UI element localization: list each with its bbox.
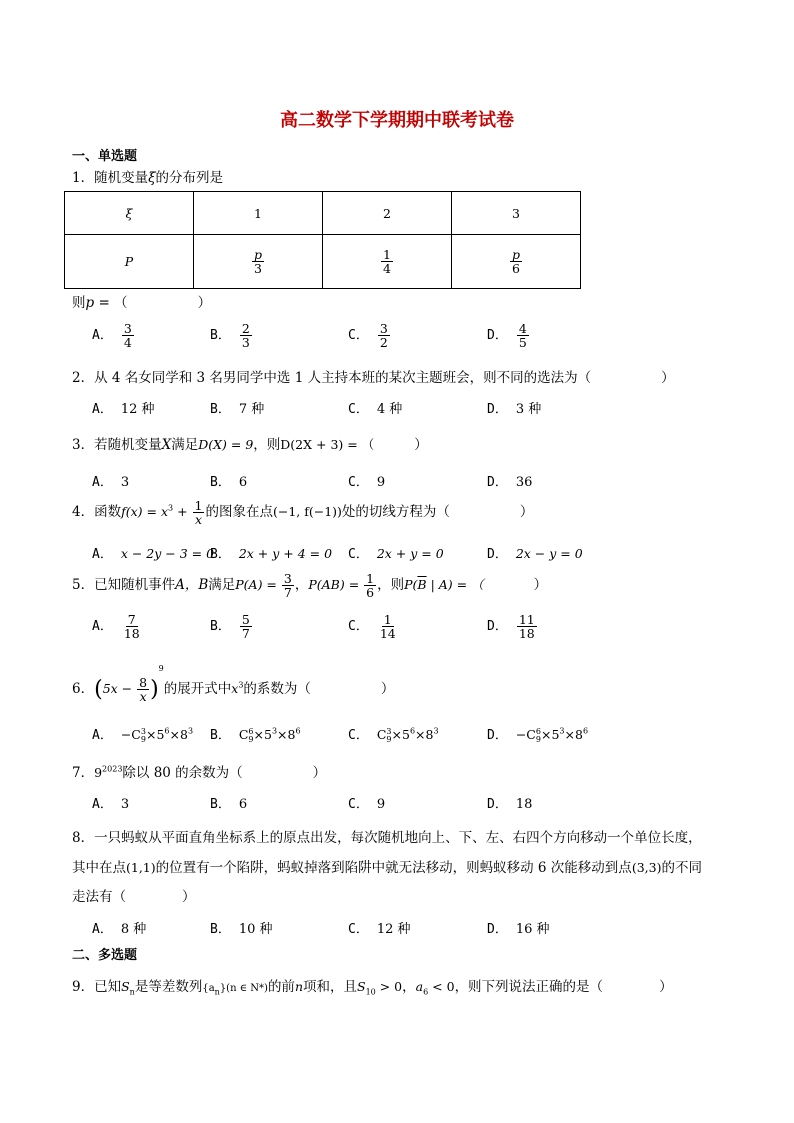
question-7-stem: 7．$9^{2023}$除以 80 的余数为（ ） [72,764,327,781]
option-c[interactable]: C． 9 [348,475,386,490]
option-b[interactable]: B． 7 种 [210,402,265,417]
option-a[interactable]: A． −C 3 9 $\times 5^6\times 8^3$ [92,726,194,744]
table-cell: 3 [452,192,581,235]
page-title: 高二数学下学期期中联考试卷 [280,110,514,131]
question-8-line-3: 走法有（ ） [72,889,196,905]
variable: ξ [148,170,156,186]
table-row [65,192,581,235]
option-d[interactable]: D． −C 6 9 $\times 5^3\times 8^6$ [487,726,589,744]
table-cell [452,235,581,289]
option-d[interactable]: D． 36 [487,475,533,490]
question-1-stem [72,166,223,186]
distribution-table [64,191,581,289]
option-a[interactable]: A． 3 [92,475,130,490]
option-c[interactable]: C． $\frac{1}{14}$ [348,612,396,642]
question-number: 1． [72,170,95,186]
question-2-stem: 2．从 4 名女同学和 3 名男同学中选 1 人主持本班的某次主题班会，则不同的选法为（ ） [72,370,675,386]
stem-text: 随机变量 [94,170,149,186]
option-b[interactable]: B． C 6 9 $\times 5^3\times 8^6$ [210,726,301,744]
option-d[interactable]: D． 2x − y = 0 [487,546,583,562]
fraction: $\frac{p}{6}$ [511,246,520,276]
question-8-line-1: 8．一只蚂蚁从平面直角坐标系上的原点出发，每次随机地向上、下、左、右四个方向移动一个单位长度， [72,830,702,846]
question-5-stem: 5．已知随机事件A，B满足P(A) = $\frac{3}{7}$ ，P(AB) = $\frac{1}{6}$ ，则$P(\overline{B}$ | A) = （ ） [72,571,548,601]
option-c[interactable]: C． 9 [348,797,386,812]
option-d[interactable]: D． 18 [487,797,533,812]
option-a[interactable]: A． 12 种 [92,402,155,417]
option-b[interactable]: B． 6 [210,797,248,812]
table-cell [194,235,323,289]
option-a[interactable]: A． 3 [92,797,130,812]
table-cell: P [65,235,194,289]
option-c[interactable]: C． 12 种 [348,922,411,937]
question-8-line-2: 其中在点(1,1)的位置有一个陷阱，蚂蚁掉落到陷阱中就无法移动，则蚂蚁移动 6 次能移动到点(3,3)的不同 [72,860,702,876]
question-4-stem: 4．函数$f(x) = x^3$ + $\frac{1}{x}$ 的图象在点(−1, f(−1))处的切线方程为（ ） [72,498,534,528]
option-b[interactable]: B． 10 种 [210,922,273,937]
stem-text: 的分布列是 [155,170,224,186]
option-d[interactable]: D． 3 种 [487,402,542,417]
table-cell: 1 [194,192,323,235]
section-heading-single-choice: 一、单选题 [72,149,138,164]
fraction: $\frac{1}{4}$ [383,246,391,276]
table-cell [323,235,452,289]
option-a[interactable]: A． $\frac{7}{18}$ [92,612,140,642]
section-heading-multi-choice: 二、多选题 [72,948,138,963]
fraction: $\frac{p}{3}$ [253,246,262,276]
option-a[interactable]: A． $\frac{3}{4}$ [92,321,132,351]
option-d[interactable]: D． $\frac{11}{18}$ [487,612,535,642]
option-c[interactable]: C． 4 种 [348,402,403,417]
option-b[interactable]: B． 2x + y + 4 = 0 [210,546,333,562]
option-a[interactable]: A． x − 2y − 3 = 0 [92,546,215,562]
question-6-stem: 6．(5x − $\frac{8}{x}$ )$^9$的展开式中$x^3$的系数为（ ） [72,664,395,704]
table-row [65,235,581,289]
option-b[interactable]: B． $\frac{5}{7}$ [210,612,250,642]
option-a[interactable]: A． 8 种 [92,922,147,937]
option-b[interactable]: B． 6 [210,475,248,490]
option-d[interactable]: D． $\frac{4}{5}$ [487,321,527,351]
question-1-ask: 则p = （ ） [72,295,212,311]
table-cell: 2 [323,192,452,235]
table-cell: ξ [65,192,194,235]
question-9-stem: 9．已知$S_n$是等差数列$\{a_n\}(n$ ∈ N*)的前n项和，且$S_{10} > 0$，$a_6 < 0$，则下列说法正确的是（ ） [72,979,673,997]
option-b[interactable]: B． $\frac{2}{3}$ [210,321,250,351]
option-c[interactable]: C． 2x + y = 0 [348,546,444,562]
option-d[interactable]: D． 16 种 [487,922,550,937]
option-c[interactable]: C． C 3 9 $\times 5^6\times 8^3$ [348,726,439,744]
option-c[interactable]: C． $\frac{3}{2}$ [348,321,388,351]
question-3-stem: 3．若随机变量X满足D(X) = 9，则D(2X + 3) = （ ） [72,437,428,453]
